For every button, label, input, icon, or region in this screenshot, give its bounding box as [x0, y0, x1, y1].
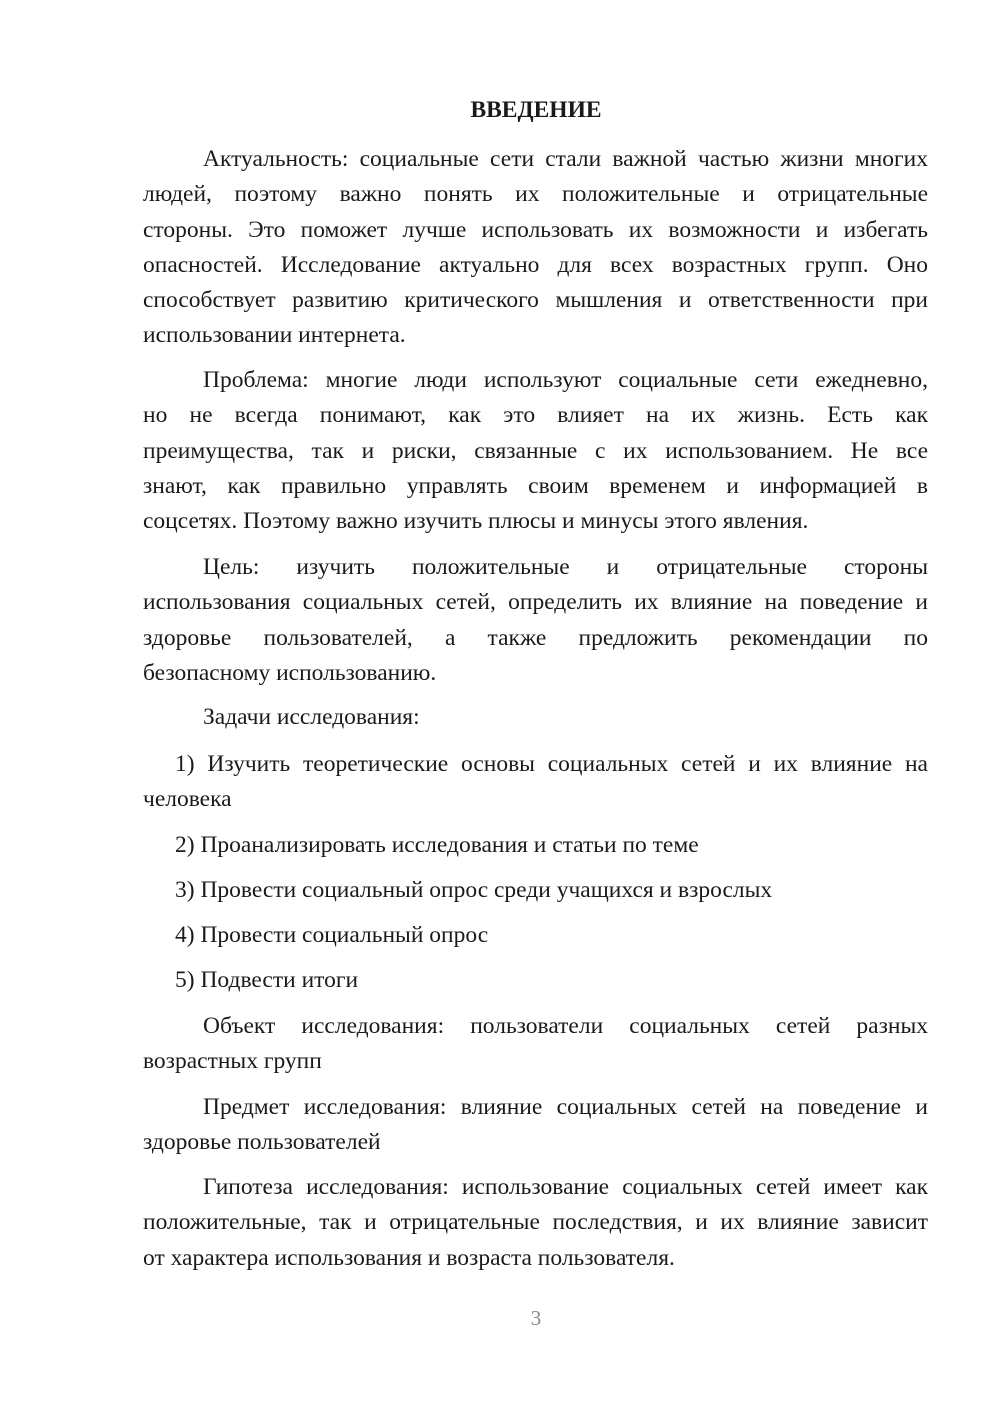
- page-title: ВВЕДЕНИЕ: [470, 97, 602, 123]
- text-line: 5) Подвести итоги: [175, 967, 359, 993]
- text-line: использовании интернета.: [143, 322, 406, 349]
- text-line: возрастных групп: [143, 1048, 322, 1075]
- tasks-heading: [143, 700, 928, 735]
- text-line: человека: [143, 786, 232, 813]
- task-item-1: [143, 747, 928, 818]
- page-number: 3: [530, 1306, 542, 1330]
- task-item-4: [143, 918, 928, 953]
- task-item-2: [143, 828, 928, 863]
- task-item-3: [143, 873, 928, 908]
- text-line: использования социальных сетей, определить их влияние на поведение и: [143, 589, 928, 616]
- relevance-paragraph: [143, 142, 928, 354]
- text-line: Гипотеза исследования: использование социальных сетей имеет как: [203, 1174, 928, 1200]
- text-line: Предмет исследования: влияние социальных сетей на поведение и: [203, 1094, 928, 1120]
- goal-paragraph: [143, 550, 928, 691]
- text-line: опасностей. Исследование актуально для всех возрастных групп. Оно: [143, 251, 928, 278]
- hypothesis-paragraph: [143, 1170, 928, 1276]
- text-line: здоровье пользователей, а также предложить рекомендации по: [143, 624, 928, 651]
- task-item-5: [143, 963, 928, 998]
- text-line: стороны. Это поможет лучше использовать их возможности и избегать: [143, 216, 928, 243]
- text-line: Объект исследования: пользователи социальных сетей разных: [203, 1013, 928, 1039]
- text-line: 4) Провести социальный опрос: [175, 922, 489, 948]
- text-line: безопасному использованию.: [143, 659, 437, 686]
- text-line: 2) Проанализировать исследования и статьи по теме: [175, 832, 699, 858]
- problem-paragraph: [143, 363, 928, 539]
- subject-paragraph: [143, 1090, 928, 1161]
- text-line: людей, поэтому важно понять их положительные и отрицательные: [143, 181, 928, 208]
- text-line: Проблема: многие люди используют социальные сети ежедневно,: [203, 367, 928, 393]
- text-line: преимущества, так и риски, связанные с их использованием. Не все: [143, 437, 928, 464]
- text-line: 1) Изучить теоретические основы социальных сетей и их влияние на: [175, 751, 928, 777]
- object-paragraph: [143, 1009, 928, 1080]
- text-line: Задачи исследования:: [203, 704, 420, 730]
- text-line: знают, как правильно управлять своим временем и информацией в: [143, 472, 928, 499]
- text-line: Актуальность: социальные сети стали важной частью жизни многих: [203, 146, 928, 172]
- text-line: положительные, так и отрицательные последствия, и их влияние зависит: [143, 1209, 928, 1236]
- text-line: Цель: изучить положительные и отрицательные стороны: [203, 554, 928, 580]
- text-line: соцсетях. Поэтому важно изучить плюсы и минусы этого явления.: [143, 508, 809, 535]
- text-line: способствует развитию критического мышления и ответственности при: [143, 287, 928, 314]
- text-line: от характера использования и возраста пользователя.: [143, 1244, 675, 1271]
- text-line: здоровье пользователей: [143, 1129, 381, 1156]
- text-line: но не всегда понимают, как это влияет на их жизнь. Есть как: [143, 402, 928, 429]
- text-line: 3) Провести социальный опрос среди учащихся и взрослых: [175, 877, 773, 903]
